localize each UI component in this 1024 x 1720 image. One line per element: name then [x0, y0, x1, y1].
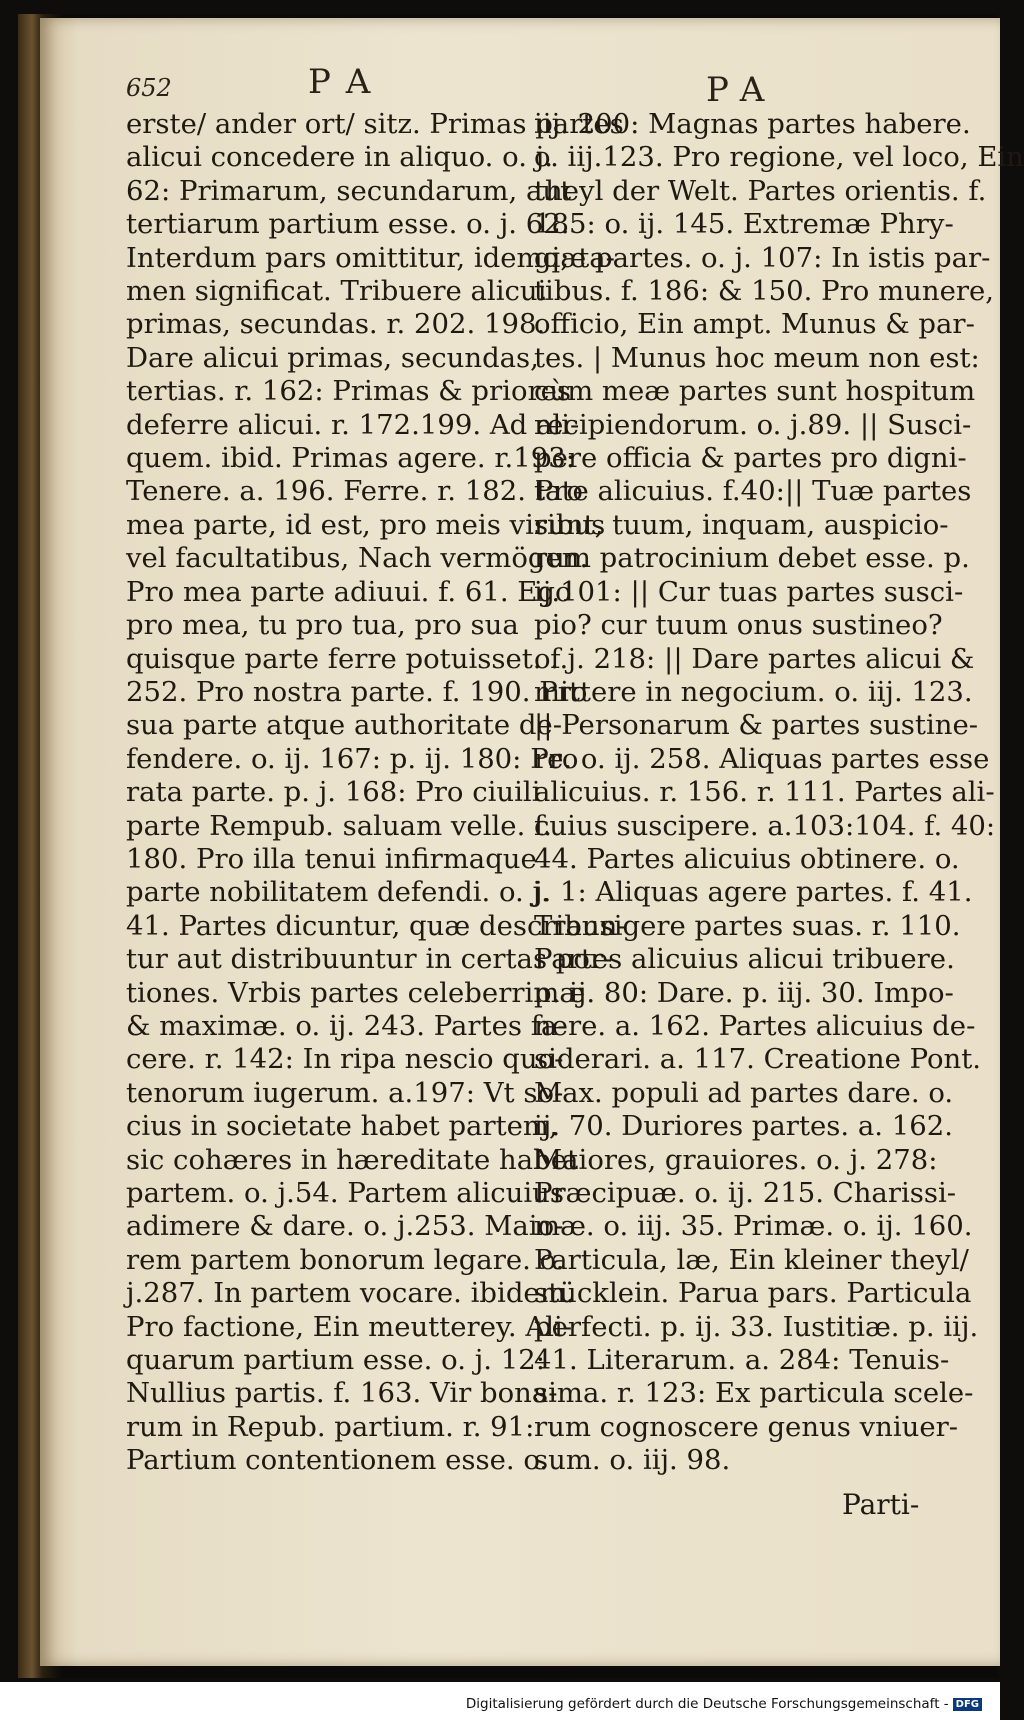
text-line: o. iij.123. Pro regione, vel loco, Ein	[534, 141, 1024, 174]
text-line: ij. 70. Duriores partes. a. 162.	[534, 1110, 953, 1143]
text-line: 41. Partes dicuntur, quæ describun-	[126, 909, 627, 942]
right-column	[534, 108, 1024, 1478]
text-line: pio? cur tuum onus sustineo?	[534, 609, 943, 642]
text-line: j.287. In partem vocare. ibidem.	[126, 1277, 575, 1310]
text-line: alicuius. r. 156. r. 111. Partes ali-	[534, 776, 995, 809]
text-line: erste/ ander ort/ sitz. Primas partes	[126, 108, 624, 140]
text-line: tate alicuius. f.40:|| Tuæ partes	[534, 475, 972, 508]
text-line: parte Rempub. saluam velle. f.	[126, 809, 552, 842]
text-line: Pro mea parte adiuui. f. 61. Ego	[126, 575, 572, 608]
text-line: Pro factione, Ein meutterey. Ali-	[126, 1310, 573, 1343]
text-line: 41. Literarum. a. 284: Tenuis-	[534, 1344, 950, 1377]
text-line: primas, secundas. r. 202. 198.	[126, 308, 546, 341]
text-line: nere. a. 162. Partes alicuius de-	[534, 1009, 976, 1042]
text-line: stücklein. Parua pars. Particula	[534, 1277, 972, 1310]
text-line: Particula, læ, Ein kleiner theyl/	[534, 1243, 969, 1276]
text-line: theyl der Welt. Partes orientis. f.	[534, 174, 987, 207]
text-line: men significat. Tribuere alicui	[126, 275, 547, 308]
text-line: Partes alicuius alicui tribuere.	[534, 943, 955, 976]
text-line: ij.101: || Cur tuas partes susci-	[534, 575, 964, 608]
text-line: tur aut distribuuntur in certas por-	[126, 943, 613, 976]
left-running-head: PA	[308, 62, 389, 102]
text-line: Dare alicui primas, secundas,	[126, 341, 539, 374]
text-line: rata parte. p. j. 168: Pro ciuili	[126, 776, 541, 809]
text-line: o. j. 218: || Dare partes alicui &	[534, 642, 975, 675]
text-line: & maximæ. o. ij. 243. Partes fa-	[126, 1009, 567, 1042]
text-line: Maiores, grauiores. o. j. 278:	[534, 1143, 938, 1176]
text-line: tes. | Munus hoc meum non est:	[534, 341, 980, 374]
text-line: iij. 200: Magnas partes habere.	[534, 108, 971, 140]
text-line: rem partem bonorum legare. o.	[126, 1243, 565, 1276]
text-line: tiones. Vrbis partes celeberrimæ	[126, 976, 586, 1009]
text-line: tibus. f. 186: & 150. Pro munere,	[534, 275, 995, 308]
text-line: Transigere partes suas. r. 110.	[534, 909, 961, 942]
text-line: j. 1: Aliquas agere partes. f. 41.	[534, 876, 973, 909]
text-line: perfecti. p. ij. 33. Iustitiæ. p. iij.	[534, 1310, 979, 1343]
text-line: alicui concedere in aliquo. o. j.	[126, 141, 553, 174]
page-number: 652	[126, 74, 172, 102]
text-line: cùm meæ partes sunt hospitum	[534, 375, 976, 408]
text-line: quem. ibid. Primas agere. r.193:	[126, 442, 575, 475]
text-line: rum in Repub. partium. r. 91:	[126, 1410, 535, 1443]
text-line: Tenere. a. 196. Ferre. r. 182. Pro	[126, 475, 583, 508]
text-line: 180. Pro illa tenui infirmaque	[126, 842, 537, 875]
text-line: sum. o. iij. 98.	[534, 1444, 731, 1477]
footer-text: Digitalisierung gefördert durch die Deutsche Forschungsgemeinschaft -	[465, 1696, 949, 1712]
text-line: mittere in negocium. o. iij. 123.	[534, 675, 973, 708]
text-line: deferre alicui. r. 172.199. Ad ali-	[126, 408, 580, 441]
text-line: Max. populi ad partes dare. o.	[534, 1076, 954, 1109]
text-line: Interdum pars omittitur, idemq; ta-	[126, 241, 615, 274]
text-line: 62: Primarum, secundarum, aut	[126, 174, 572, 207]
text-line: tertias. r. 162: Primas & priores	[126, 375, 572, 408]
text-line: rum cognoscere genus vniuer-	[534, 1410, 959, 1443]
text-line: Nullius partis. f. 163. Vir bona-	[126, 1377, 558, 1410]
text-line: sua parte atque authoritate de-	[126, 709, 562, 742]
text-line: sima. r. 123: Ex particula scele-	[534, 1377, 974, 1410]
text-line: pere officia & partes pro digni-	[534, 442, 967, 475]
text-line: giæ partes. o. j. 107: In istis par-	[534, 241, 991, 274]
text-line: p. ij. 80: Dare. p. iij. 30. Impo-	[534, 976, 954, 1009]
text-line: pro mea, tu pro tua, pro sua	[126, 609, 519, 642]
text-line: parte nobilitatem defendi. o. j.	[126, 876, 550, 909]
text-line: adimere & dare. o. j.253. Maio-	[126, 1210, 564, 1243]
text-line: 44. Partes alicuius obtinere. o.	[534, 842, 960, 875]
text-line: sic cohæres in hæreditate habet	[126, 1143, 579, 1176]
catchword: Parti-	[842, 1488, 920, 1521]
text-line: mea parte, id est, pro meis viribus	[126, 508, 606, 541]
text-line: re. o. ij. 258. Aliquas partes esse	[534, 742, 990, 775]
text-line: cuius suscipere. a.103:104. f. 40:	[534, 809, 996, 842]
digitization-footer	[466, 1696, 982, 1712]
text-line: || Personarum & partes sustine-	[534, 709, 979, 742]
text-line: quisque parte ferre potuisset. f.	[126, 642, 569, 675]
text-line: mæ. o. iij. 35. Primæ. o. ij. 160.	[534, 1210, 973, 1243]
text-line: officio, Ein ampt. Munus & par-	[534, 308, 975, 341]
text-line: vel facultatibus, Nach vermögen.	[126, 542, 589, 575]
text-line: siderari. a. 117. Creatione Pont.	[534, 1043, 982, 1076]
text-line: sunt, tuum, inquam, auspicio-	[534, 508, 949, 541]
text-line: cius in societate habet partem,	[126, 1110, 558, 1143]
text-line: Partium contentionem esse. o.	[126, 1444, 549, 1477]
text-line: Præcipuæ. o. ij. 215. Charissi-	[534, 1177, 957, 1209]
text-line: recipiendorum. o. j.89. || Susci-	[534, 408, 972, 441]
text-line: rum patrocinium debet esse. p.	[534, 542, 970, 575]
text-line: 185: o. ij. 145. Extremæ Phry-	[534, 208, 954, 241]
text-line: 252. Pro nostra parte. f. 190. Pro	[126, 675, 588, 708]
text-line: cere. r. 142: In ripa nescio quo-	[126, 1043, 564, 1076]
text-line: quarum partium esse. o. j. 12:	[126, 1344, 545, 1377]
text-line: fendere. o. ij. 167: p. ij. 180: Pro	[126, 742, 579, 775]
text-line: partem. o. j.54. Partem alicuius	[126, 1177, 564, 1209]
text-line: tertiarum partium esse. o. j. 62.	[126, 208, 570, 241]
text-line: tenorum iugerum. a.197: Vt so-	[126, 1076, 564, 1109]
right-running-head: PA	[706, 70, 779, 110]
dfg-logo: DFG	[953, 1698, 982, 1711]
left-column	[126, 108, 627, 1478]
